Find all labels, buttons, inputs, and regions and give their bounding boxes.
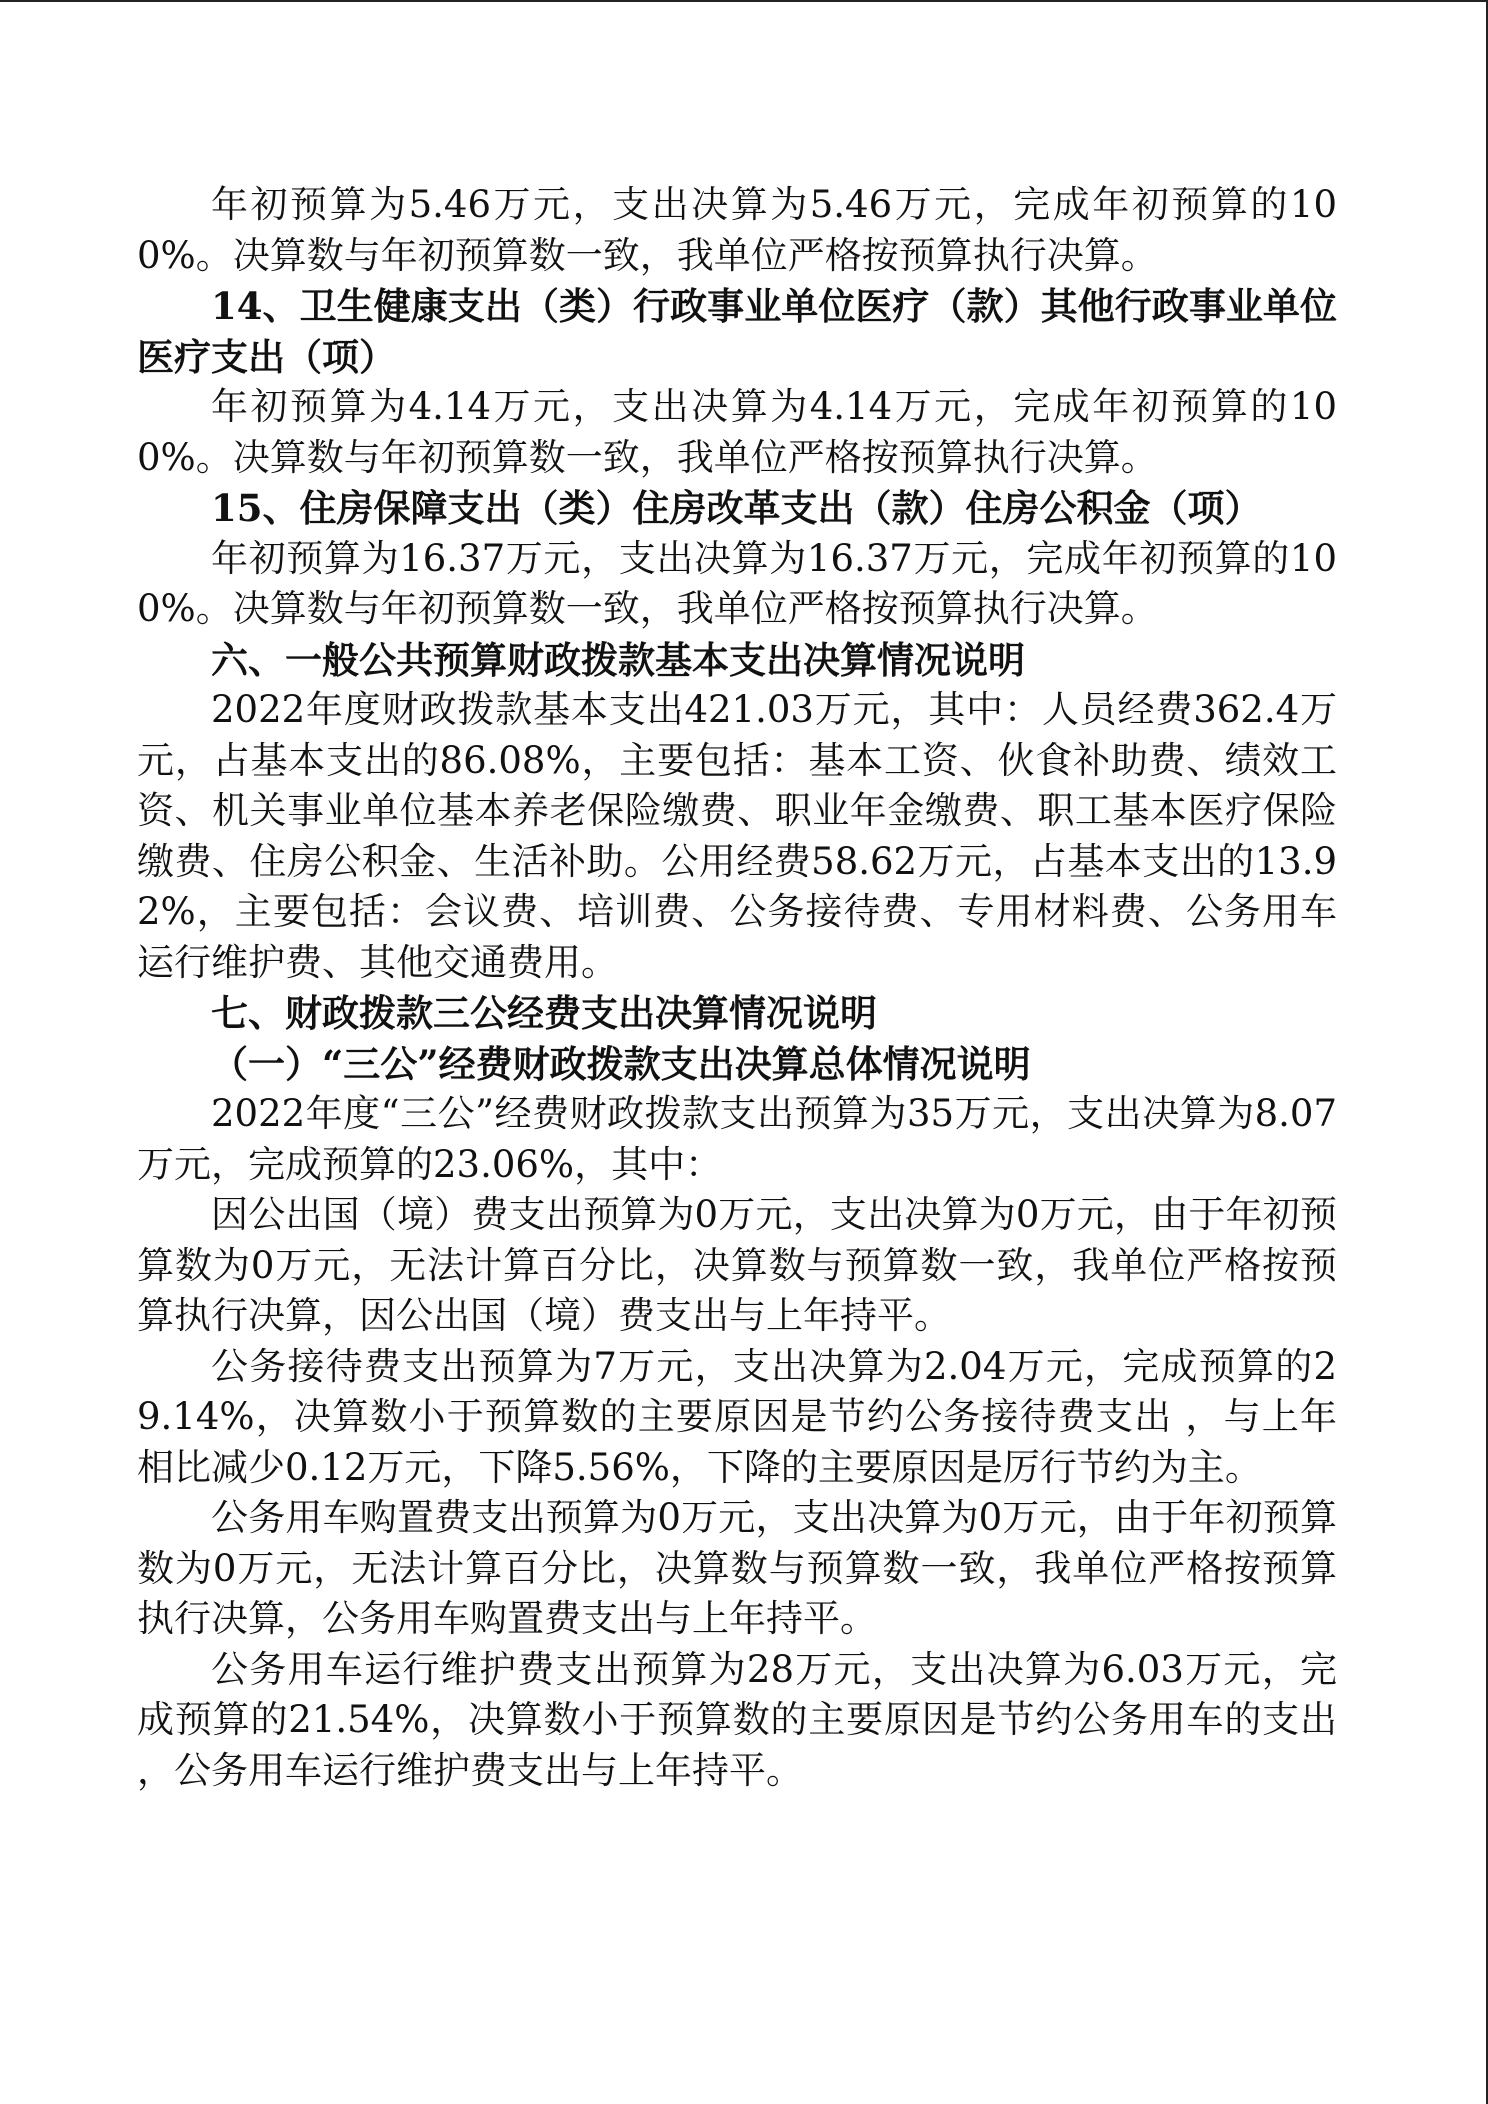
section-heading: 14、卫生健康支出（类）行政事业单位医疗（款）其他行政事业单位医疗支出（项） <box>137 284 1337 379</box>
section-heading: 15、住房保障支出（类）住房改革支出（款）住房公积金（项） <box>211 486 1262 530</box>
section-heading: 六、一般公共预算财政拨款基本支出决算情况说明 <box>211 637 1025 682</box>
document-body <box>137 180 1337 1796</box>
paragraph: 2022年度财政拨款基本支出421.03万元，其中：人员经费362.4万元，占基本支出的86.08%，主要包括：基本工资、伙食补助费、绩效工资、机关事业单位基本养老保险缴费、职业年金缴费、职工基本医疗保险缴费、住房公积金、生活补助。公用经费58.62万元，占基本支出的13.92%，主要包括：会议费、培训费、公务接待费、专用材料费、公务用车运行维护费、其他交通费用。 <box>137 688 1337 984</box>
paragraph: 公务用车运行维护费支出预算为28万元，支出决算为6.03万元，完成预算的21.54%，决算数小于预算数的主要原因是节约公务用车的支出 ，公务用车运行维护费支出与上年持平。 <box>137 1647 1337 1792</box>
paragraph: 年初预算为4.14万元，支出决算为4.14万元，完成年初预算的100%。决算数与年初预算数一致，我单位严格按预算执行决算。 <box>137 385 1337 479</box>
paragraph: 因公出国（境）费支出预算为0万元，支出决算为0万元，由于年初预算数为0万元，无法计算百分比，决算数与预算数一致，我单位严格按预算执行决算，因公出国（境）费支出与上年持平。 <box>137 1193 1337 1337</box>
subsection-heading: （一）“三公”经费财政拨款支出决算总体情况说明 <box>211 1041 1031 1086</box>
paragraph: 年初预算为16.37万元，支出决算为16.37万元，完成年初预算的100%。决算数与年初预算数一致，我单位严格按预算执行决算。 <box>137 536 1337 630</box>
paragraph: 公务用车购置费支出预算为0万元，支出决算为0万元，由于年初预算数为0万元，无法计算百分比，决算数与预算数一致，我单位严格按预算执行决算，公务用车购置费支出与上年持平。 <box>137 1496 1337 1640</box>
paragraph: 年初预算为5.46万元，支出决算为5.46万元，完成年初预算的100%。决算数与年初预算数一致，我单位严格按预算执行决算。 <box>137 183 1337 277</box>
paragraph: 2022年度“三公”经费财政拨款支出预算为35万元，支出决算为8.07万元，完成预算的23.06%，其中： <box>137 1092 1337 1186</box>
section-heading: 七、财政拨款三公经费支出决算情况说明 <box>211 991 877 1035</box>
paragraph: 公务接待费支出预算为7万元，支出决算为2.04万元，完成预算的29.14%，决算数小于预算数的主要原因是节约公务接待费支出 ，与上年相比减少0.12万元，下降5.56%，下降的主要原因是厉行节约为主。 <box>137 1344 1337 1489</box>
